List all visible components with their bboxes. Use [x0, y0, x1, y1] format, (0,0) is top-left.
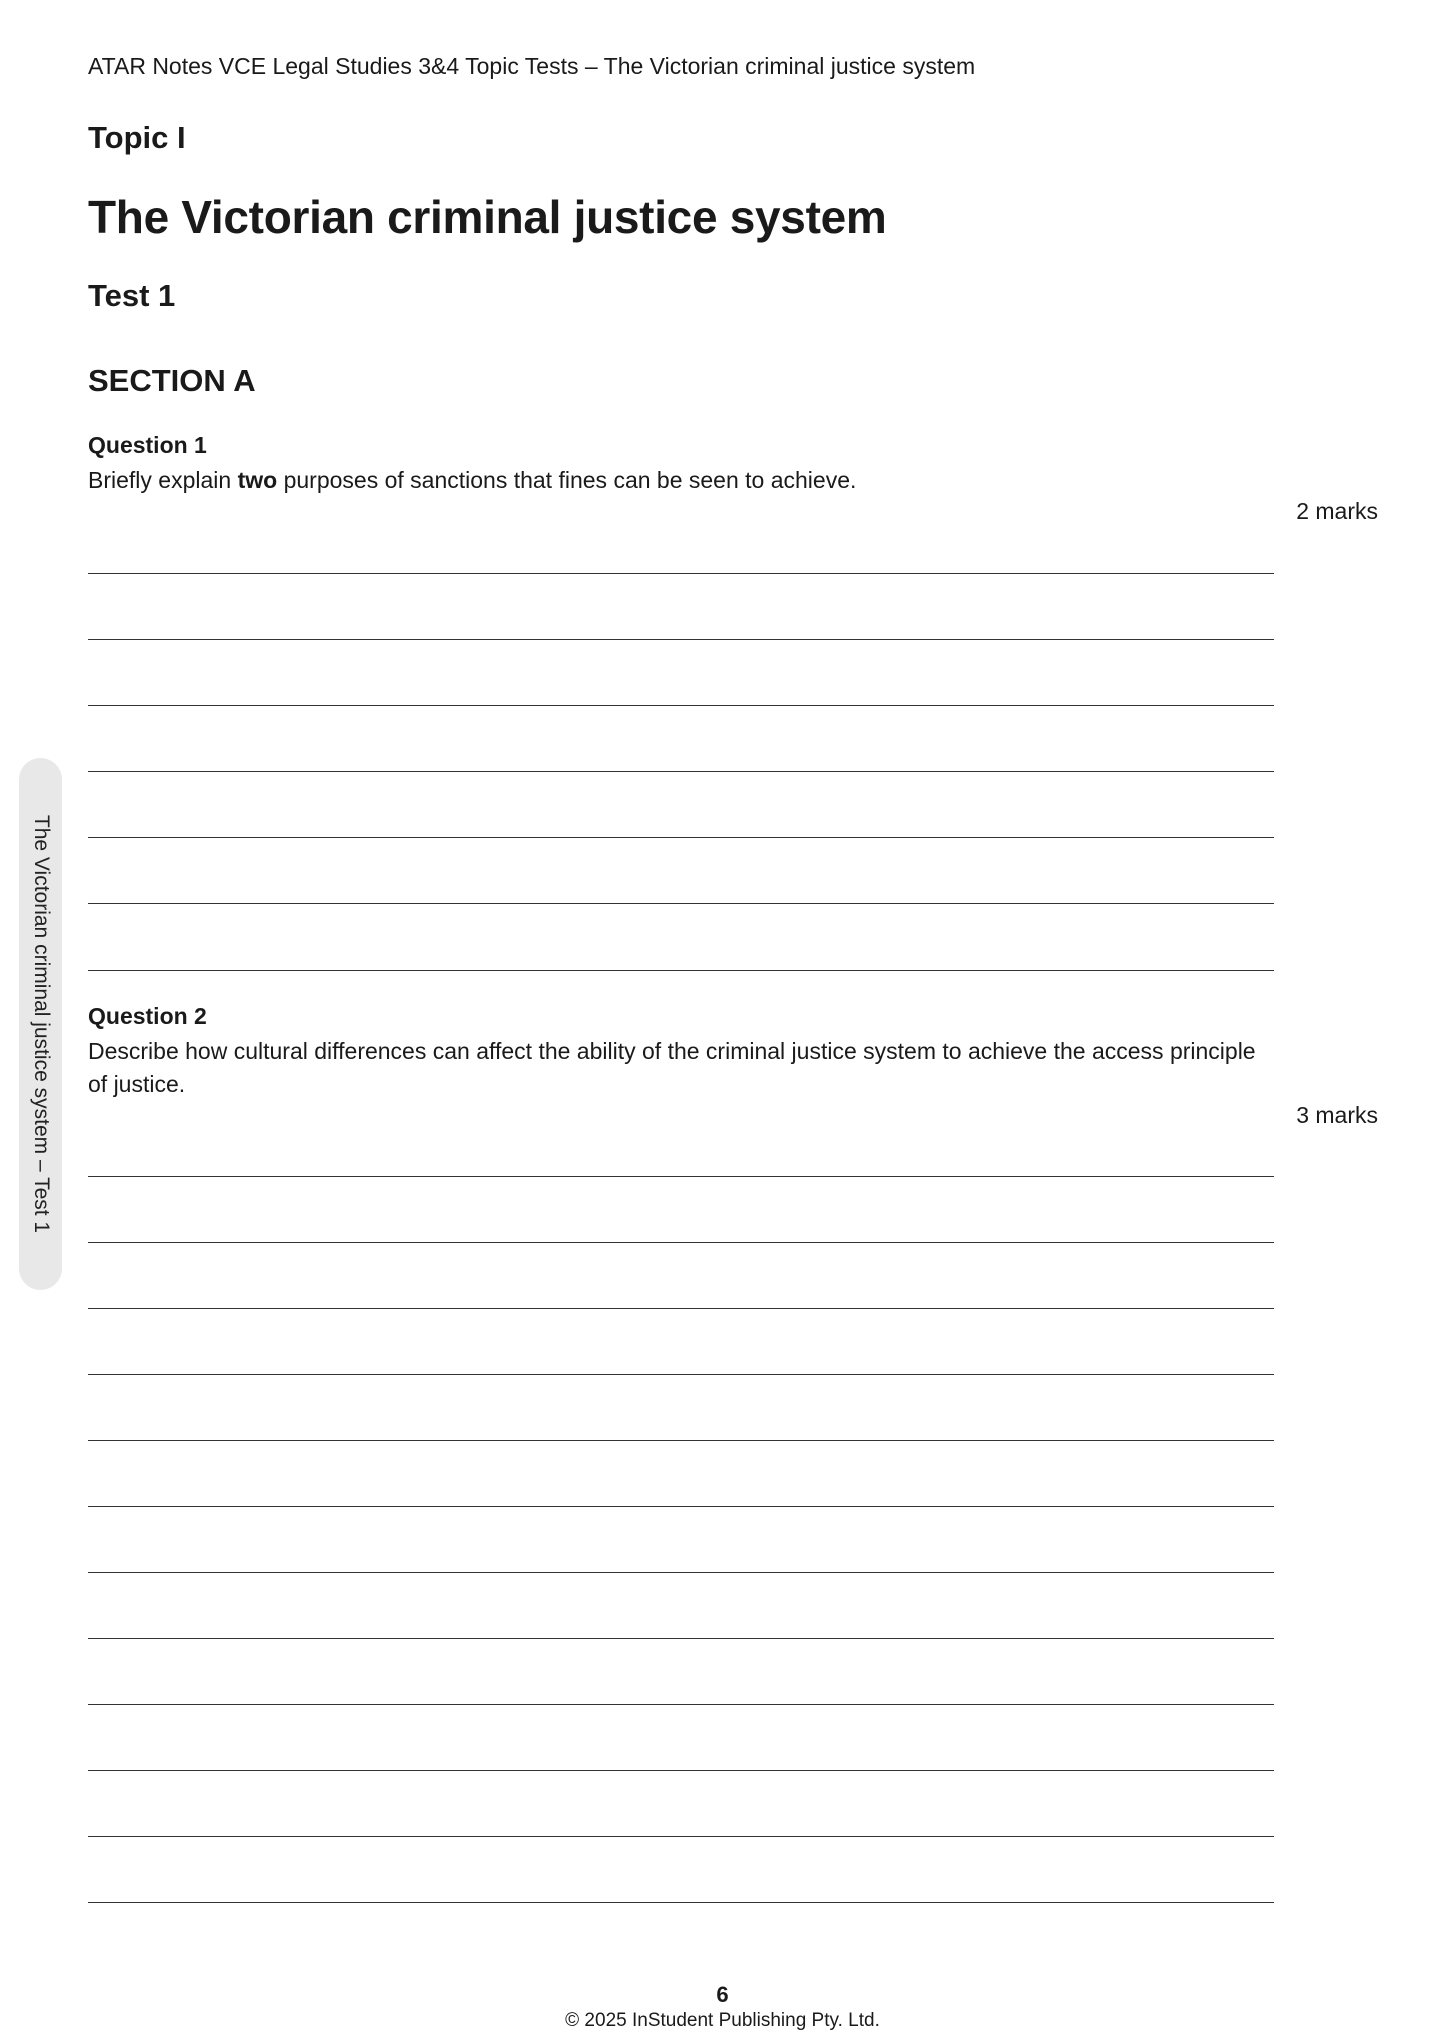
- question-1-marks: 2 marks: [1296, 498, 1378, 524]
- question-1-emphasis: two: [237, 467, 278, 493]
- page-title: The Victorian criminal justice system: [88, 191, 887, 243]
- answer-line[interactable]: [88, 903, 1274, 904]
- answer-line[interactable]: [88, 1770, 1274, 1771]
- answer-line[interactable]: [88, 1440, 1274, 1441]
- side-tab-label: The Victorian criminal justice system – Test 1: [29, 814, 53, 1234]
- answer-line[interactable]: [88, 837, 1274, 838]
- question-1-text-end: purposes of sanctions that fines can be seen to achieve.: [277, 467, 857, 493]
- question-2-text: Describe how cultural differences can affect the ability of the criminal justice system to achieve the access principle of justice.: [88, 1038, 1256, 1097]
- answer-line[interactable]: [88, 970, 1274, 971]
- test-label: Test 1: [88, 278, 176, 313]
- answer-line[interactable]: [88, 1572, 1274, 1573]
- running-header: ATAR Notes VCE Legal Studies 3&4 Topic Tests – The Victorian criminal justice system: [88, 53, 976, 79]
- answer-line[interactable]: [88, 1902, 1274, 1903]
- side-tab: [19, 758, 62, 1290]
- answer-line[interactable]: [88, 1836, 1274, 1837]
- answer-line[interactable]: [88, 1176, 1274, 1177]
- section-heading: SECTION A: [88, 363, 256, 398]
- question-2-title: Question 2: [88, 1003, 207, 1029]
- answer-line[interactable]: [88, 573, 1274, 574]
- page-number: 6: [716, 1982, 729, 2007]
- copyright-notice: © 2025 InStudent Publishing Pty. Ltd.: [565, 2010, 880, 2031]
- answer-line[interactable]: [88, 639, 1274, 640]
- question-1-title: Question 1: [88, 432, 207, 458]
- answer-line[interactable]: [88, 1242, 1274, 1243]
- answer-line[interactable]: [88, 1308, 1274, 1309]
- topic-label: Topic I: [88, 120, 186, 155]
- answer-line[interactable]: [88, 705, 1274, 706]
- answer-line[interactable]: [88, 1506, 1274, 1507]
- answer-line[interactable]: [88, 771, 1274, 772]
- answer-line[interactable]: [88, 1374, 1274, 1375]
- answer-line[interactable]: [88, 1704, 1274, 1705]
- question-1-text: [88, 464, 1278, 497]
- question-2-marks: 3 marks: [1296, 1102, 1378, 1128]
- answer-line[interactable]: [88, 1638, 1274, 1639]
- question-1-text-start: Briefly explain: [88, 467, 238, 493]
